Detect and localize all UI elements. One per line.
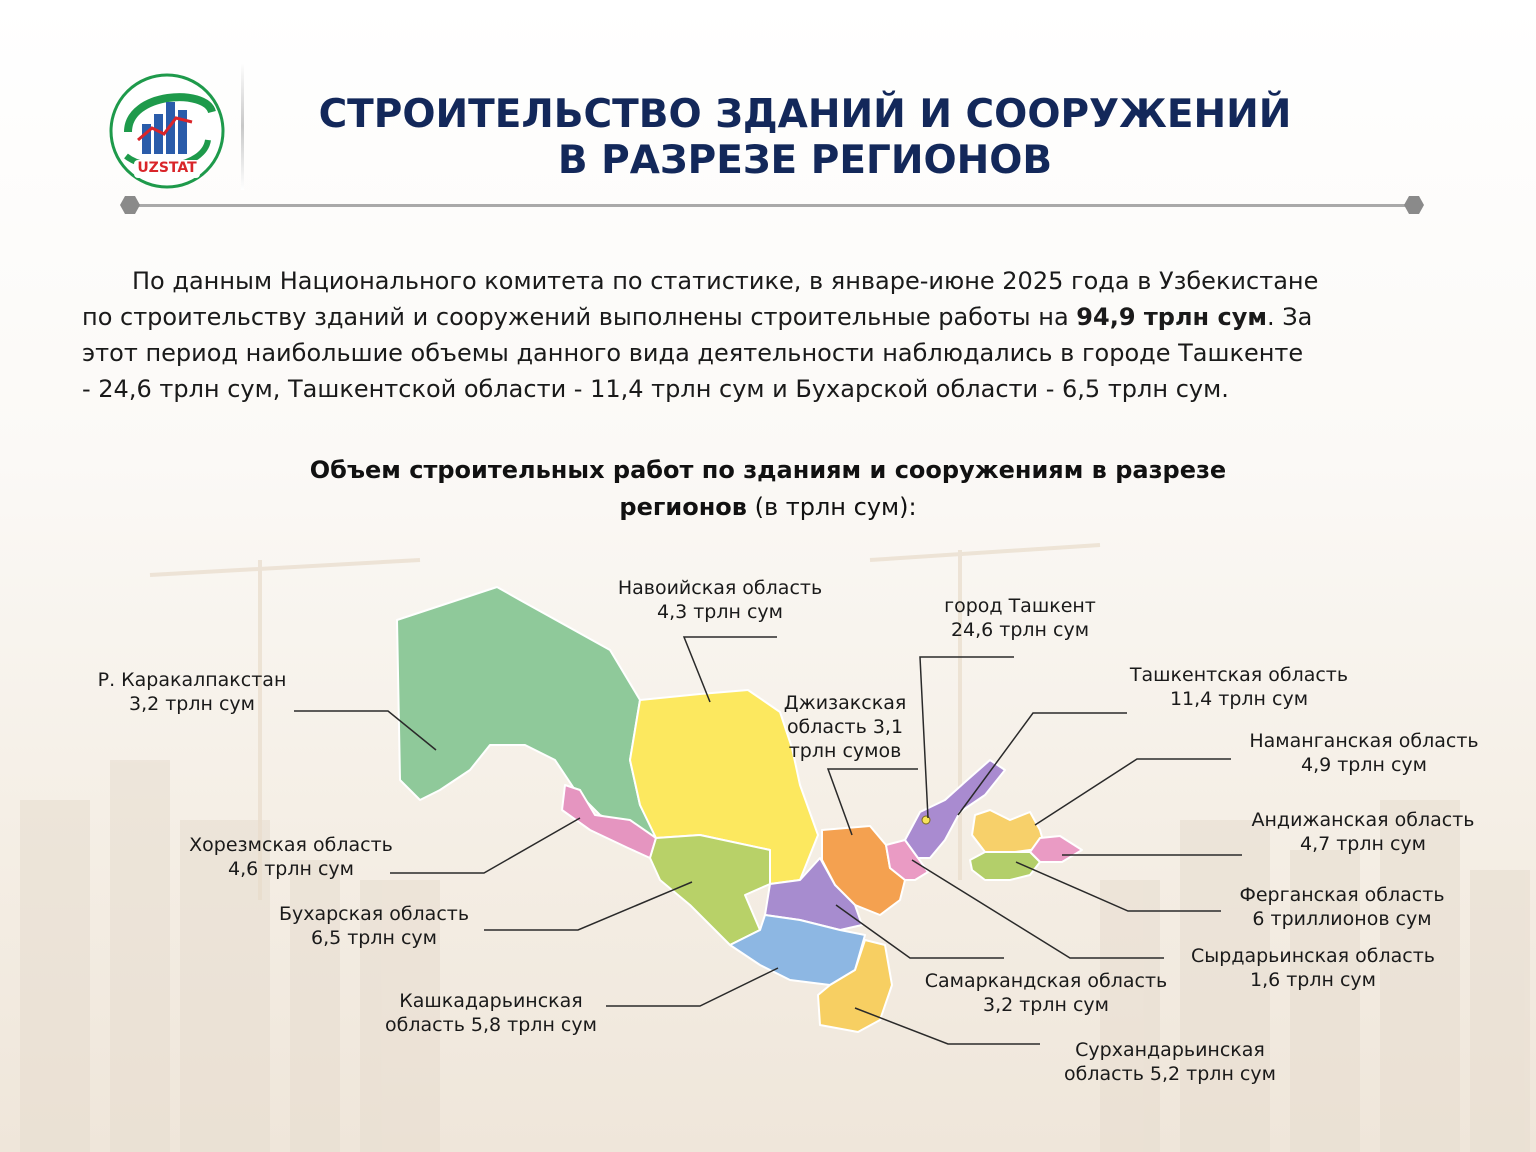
region-andijan[interactable] [1030,836,1082,862]
intro-line-4: - 24,6 трлн сум, Ташкентской области - 11,4 трлн сум и Бухарской области - 6,5 трлн сум. [82,375,1229,403]
label-name: Навоийская область [617,577,823,599]
label-value: 1,6 трлн сум [1249,969,1376,991]
label-name: Ташкентская область [1129,664,1349,686]
intro-total: 94,9 трлн сум [1076,303,1267,331]
label-name: Самаркандская область [924,970,1168,992]
label-tashkent-city [920,594,1120,642]
label-name: Кашкадарьинская [399,990,583,1012]
intro-line-3: этот период наибольшие объемы данного вида деятельности наблюдались в городе Ташкенте [82,339,1304,367]
map-title-bold: регионов [619,493,747,521]
title-line-2: В РАЗРЕЗЕ РЕГИОНОВ [557,138,1053,183]
label-value: 4,9 трлн сум [1300,754,1427,776]
label-bukhara [262,902,486,950]
label-value: область 5,2 трлн сум [1064,1063,1276,1085]
region-tashkent-city[interactable] [922,816,930,824]
label-khorezm [170,833,412,881]
label-value: 4,7 трлн сум [1299,833,1426,855]
label-name: город Ташкент [944,595,1096,617]
label-value: 4,6 трлн сум [227,858,354,880]
label-value: 3,2 трлн сум [128,693,255,715]
region-bukhara[interactable] [650,835,770,945]
label-value: область 5,8 трлн сум [385,1014,597,1036]
label-andijan [1236,808,1490,856]
label-samarkand [906,969,1186,1017]
intro-text: по строительству зданий и сооружений выполнены строительные работы на [82,303,1077,331]
label-name: Бухарская область [278,903,470,925]
label-value: область 3,1 [786,716,904,738]
label-value: 3,2 трлн сум [982,994,1109,1016]
label-value: 6 триллионов сум [1252,908,1432,930]
label-syrdarya [1172,944,1454,992]
label-navoi [600,576,840,624]
label-value: 24,6 трлн сум [950,619,1090,641]
label-kashkadarya [370,989,612,1037]
label-surkhandarya [1050,1038,1290,1086]
region-karakalpakstan[interactable] [397,587,656,838]
map-title-line-1: Объем строительных работ по зданиям и сооружениям в разрезе [309,456,1227,484]
map-title-unit: (в трлн сум): [746,493,917,521]
label-karakalpakstan [80,668,304,716]
label-value: 4,3 трлн сум [656,601,783,623]
label-name: Джизакская [783,692,907,714]
label-name: Ферганская область [1239,884,1445,906]
label-name: Сырдарьинская область [1190,945,1435,967]
intro-line-1: По данным Национального комитета по статистике, в январе-июне 2025 года в Узбекистане [132,267,1319,295]
label-namangan [1232,729,1496,777]
label-tashkent-reg [1114,663,1364,711]
label-name: Наманганская область [1249,730,1479,752]
label-value: 11,4 трлн сум [1169,688,1309,710]
label-name: Хорезмская область [189,834,393,856]
label-jizzakh [770,691,920,763]
logo-text: UZSTAT [137,160,197,176]
label-name: Сурхандарьинская [1075,1039,1265,1061]
region-fergana[interactable] [970,852,1040,880]
label-name: Р. Каракалпакстан [97,669,287,691]
title-line-1: СТРОИТЕЛЬСТВО ЗДАНИЙ И СООРУЖЕНИЙ [318,92,1292,137]
label-value: 6,5 трлн сум [310,927,437,949]
label-value: трлн сумов [788,740,902,762]
label-fergana [1222,883,1462,931]
label-name: Андижанская область [1251,809,1475,831]
intro-text: . За [1266,303,1313,331]
